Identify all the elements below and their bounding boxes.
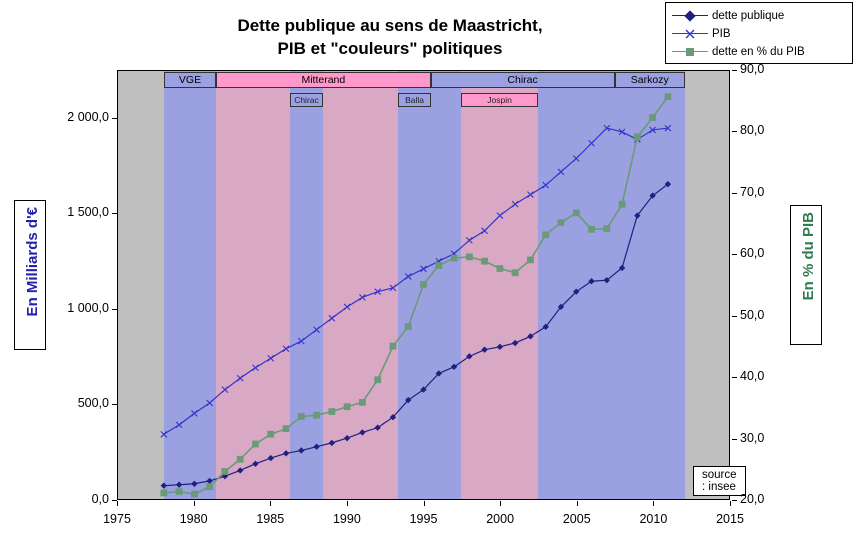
series-point	[298, 338, 304, 344]
series-point	[543, 182, 549, 188]
presidency-ribbon-balla: Balla	[398, 93, 430, 107]
series-point	[496, 265, 503, 272]
series-point	[435, 262, 442, 269]
series-point	[542, 231, 549, 238]
series-point	[512, 269, 519, 276]
series-point	[497, 213, 503, 219]
series-point	[374, 376, 381, 383]
presidency-ribbon-jospin: Jospin	[461, 93, 538, 107]
y-axis-left-tick-label: 500,0	[77, 396, 109, 411]
series-point	[451, 364, 457, 370]
series-point	[603, 225, 610, 232]
series-point	[176, 482, 182, 488]
source-annotation: source : insee	[693, 466, 746, 496]
series-point	[313, 412, 320, 419]
y-axis-right-tick-label: 90,0	[740, 62, 765, 76]
x-axis-tick-label: 2005	[562, 512, 591, 526]
series-point	[421, 266, 427, 272]
series-point	[649, 114, 656, 121]
series-point	[665, 93, 672, 100]
y-axis-right-tick	[732, 131, 737, 132]
series-point	[573, 156, 579, 162]
x-axis-tick-label: 2015	[716, 512, 744, 526]
x-axis-tick	[577, 501, 578, 506]
series-point	[191, 481, 197, 487]
y-axis-right-tick-label: 80,0	[740, 123, 765, 138]
y-axis-left-tick-label: 2 000,0	[67, 109, 109, 124]
series-point	[252, 461, 258, 467]
x-axis-tick-label: 1995	[409, 512, 438, 526]
y-axis-left-title: En Milliards d'€	[14, 200, 46, 350]
x-axis-tick-label: 1990	[332, 512, 361, 526]
y-axis-left-tick-label: 1 500,0	[67, 205, 109, 220]
series-point	[344, 435, 350, 441]
series-point	[176, 422, 182, 428]
y-axis-right-tick	[732, 500, 737, 501]
series-point	[420, 281, 427, 288]
series-line-dette-en-%-du-PIB	[164, 97, 668, 494]
series-point	[252, 441, 259, 448]
series-point	[466, 253, 473, 260]
series-point	[527, 192, 533, 198]
series-point	[497, 344, 503, 350]
y-axis-right-tick-label: 30,0	[740, 430, 765, 445]
x-axis-tick-label: 2010	[639, 512, 668, 526]
series-point	[512, 201, 518, 207]
x-axis-tick	[270, 501, 271, 506]
y-axis-right-tick-label: 20,0	[740, 492, 765, 506]
y-axis-right-tick	[732, 193, 737, 194]
series-point	[344, 403, 351, 410]
series-point	[176, 488, 183, 495]
y-axis-right-tick	[732, 377, 737, 378]
chart-title-line1: Dette publique au sens de Maastricht,	[237, 16, 543, 35]
legend-marker-square-icon	[672, 45, 708, 59]
series-point	[588, 226, 595, 233]
series-point	[161, 431, 167, 437]
x-axis-tick	[500, 501, 501, 506]
x-axis-tick-label: 2000	[486, 512, 515, 526]
x-axis-tick	[424, 501, 425, 506]
series-point	[314, 327, 320, 333]
legend-marker-diamond-icon	[672, 9, 708, 23]
plot-area	[117, 70, 737, 500]
y-axis-left-tick-label: 1 000,0	[67, 300, 109, 315]
series-point	[237, 467, 243, 473]
y-axis-left-tick	[112, 118, 117, 119]
series-point	[619, 201, 626, 208]
x-axis-tick-label: 1985	[256, 512, 285, 526]
series-point	[191, 410, 197, 416]
series-point	[589, 140, 595, 146]
series-point	[298, 447, 304, 453]
y-axis-left-tick	[112, 404, 117, 405]
series-point	[237, 456, 244, 463]
legend-label: PIB	[712, 28, 731, 40]
series-point	[283, 346, 289, 352]
series-point	[512, 340, 518, 346]
y-axis-right-tick-label: 60,0	[740, 246, 765, 261]
series-point	[359, 399, 366, 406]
y-axis-left-tick	[112, 309, 117, 310]
series-point	[313, 444, 319, 450]
y-axis-right-tick	[732, 439, 737, 440]
legend-item-dette-pct-pib	[672, 43, 846, 61]
legend-label: dette en % du PIB	[712, 46, 805, 58]
series-point	[267, 431, 274, 438]
legend-label: dette publique	[712, 10, 785, 22]
series-point	[405, 273, 411, 279]
series-point	[268, 455, 274, 461]
presidency-ribbon-chirac: Chirac	[290, 93, 324, 107]
presidency-ribbon-mitterand: Mitterand	[216, 72, 431, 88]
series-point	[634, 134, 641, 141]
series-lines	[118, 71, 729, 499]
series-point	[268, 355, 274, 361]
x-axis-tick	[117, 501, 118, 506]
series-point	[482, 228, 488, 234]
series-point	[252, 365, 258, 371]
x-axis-tick	[194, 501, 195, 506]
series-point	[573, 209, 580, 216]
chart-legend	[665, 2, 853, 64]
x-axis-tick-label: 1975	[103, 512, 131, 526]
series-point	[527, 257, 534, 264]
series-point	[283, 450, 289, 456]
presidency-ribbon-chirac: Chirac	[431, 72, 615, 88]
presidency-ribbon-sarkozy: Sarkozy	[615, 72, 685, 88]
series-point	[298, 413, 305, 420]
series-point	[359, 429, 365, 435]
series-point	[222, 468, 229, 475]
series-point	[558, 169, 564, 175]
series-point	[160, 490, 167, 497]
series-point	[206, 478, 212, 484]
y-axis-left-tick-label: 0,0	[91, 492, 109, 506]
series-point	[558, 219, 565, 226]
series-point	[451, 255, 458, 262]
series-point	[390, 343, 397, 350]
series-point	[283, 425, 290, 432]
legend-item-dette-publique	[672, 7, 846, 25]
y-axis-right-tick	[732, 70, 737, 71]
y-axis-right-tick	[732, 316, 737, 317]
series-point	[237, 375, 243, 381]
legend-item-pib	[672, 25, 846, 43]
series-point	[405, 323, 412, 330]
y-axis-right-tick	[732, 254, 737, 255]
series-point	[328, 408, 335, 415]
chart-title-line2: PIB et "couleurs" politiques	[277, 39, 503, 58]
series-point	[161, 482, 167, 488]
series-point	[481, 258, 488, 265]
x-axis-tick	[653, 501, 654, 506]
y-axis-right-title: En % du PIB	[790, 205, 822, 345]
presidency-ribbon-vge: VGE	[164, 72, 216, 88]
series-point	[481, 346, 487, 352]
series-point	[207, 400, 213, 406]
series-point	[329, 315, 335, 321]
chart-title	[130, 14, 650, 60]
series-point	[527, 333, 533, 339]
x-axis-tick	[347, 501, 348, 506]
y-axis-right-tick-label: 40,0	[740, 369, 765, 384]
x-axis-tick	[730, 501, 731, 506]
legend-marker-cross-icon	[672, 27, 708, 41]
series-point	[466, 237, 472, 243]
series-point	[359, 294, 365, 300]
y-axis-right-tick-label: 50,0	[740, 307, 765, 322]
series-point	[191, 491, 198, 498]
y-axis-left-tick	[112, 213, 117, 214]
series-point	[344, 304, 350, 310]
x-axis-tick-label: 1980	[179, 512, 208, 526]
y-axis-right-tick-label: 70,0	[740, 184, 765, 199]
series-point	[222, 387, 228, 393]
series-point	[329, 440, 335, 446]
series-point	[206, 483, 213, 490]
